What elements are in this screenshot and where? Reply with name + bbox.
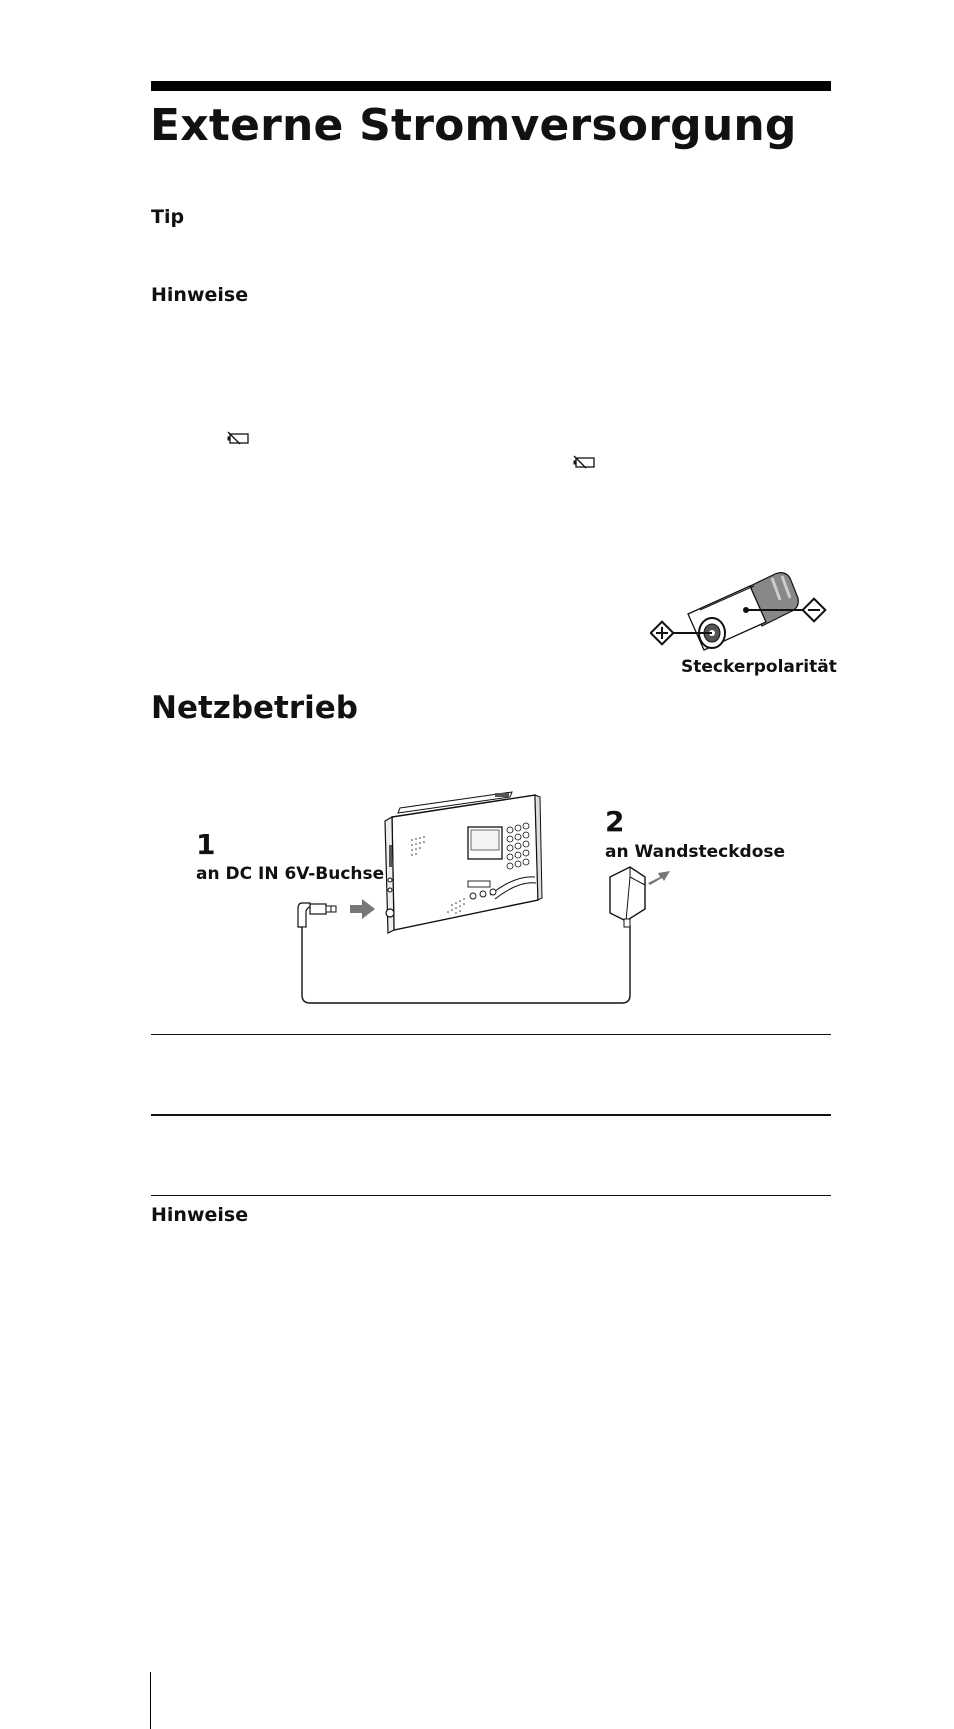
polarity-caption: Steckerpolarität: [681, 657, 837, 677]
table-rule-top: [151, 1034, 831, 1035]
arrow-to-jack: [350, 899, 375, 919]
table-rule-bottom: [151, 1195, 831, 1196]
notes-label-2: Hinweise: [151, 1204, 249, 1226]
ac-adapter: [610, 867, 645, 927]
page-title: Externe Stromversorgung: [150, 100, 797, 151]
battery-low-icon: [572, 455, 596, 469]
page-margin-bar: [150, 1672, 151, 1729]
step-2-text: an Wandsteckdose: [605, 842, 786, 862]
tip-label: Tip: [151, 206, 185, 228]
step-1-number: 1: [196, 828, 216, 861]
step-1-text: an DC IN 6V-Buchse: [196, 864, 385, 884]
section-title-netzbetrieb: Netzbetrieb: [151, 690, 358, 726]
arrow-to-wall: [648, 871, 670, 885]
notes-label: Hinweise: [151, 284, 249, 306]
dc-plug: [298, 903, 336, 927]
plug-polarity-diagram: [650, 570, 832, 654]
header-rule: [151, 81, 831, 91]
ac-adapter-connection-diagram: [190, 785, 790, 1007]
table-rule-middle: [151, 1114, 831, 1116]
step-2-number: 2: [605, 805, 625, 838]
radio-illustration: [385, 792, 542, 933]
battery-low-icon: [226, 431, 250, 445]
